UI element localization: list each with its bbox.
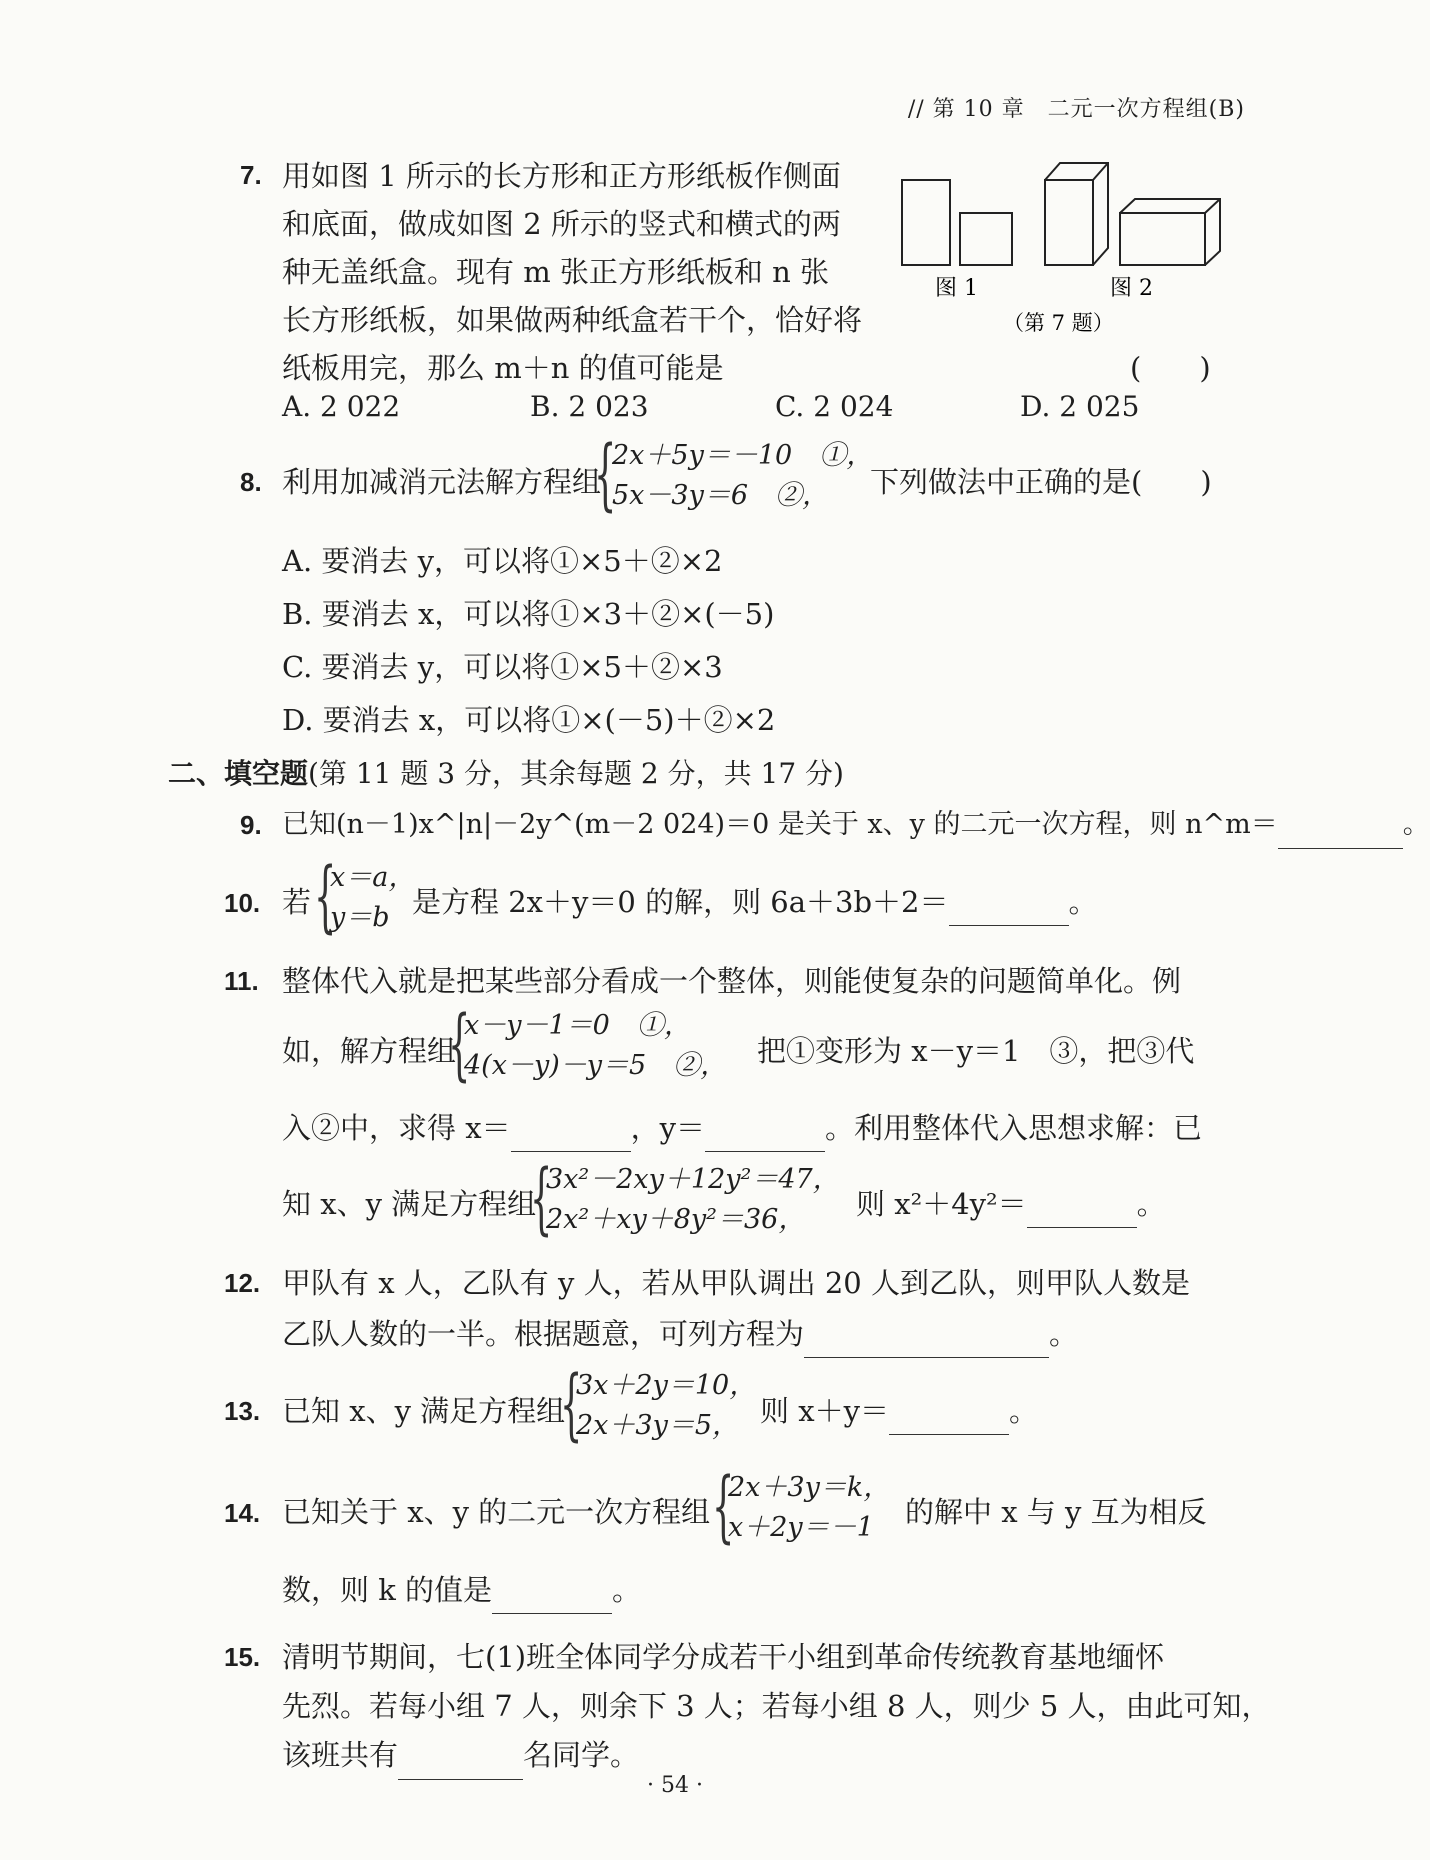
q11-tail2: 把①变形为 x－y＝1 ③，把③代: [757, 1034, 1195, 1068]
q11-line3a: 入②中，求得 x＝: [282, 1111, 511, 1145]
question-7-text: [282, 152, 862, 392]
q11-end: 。: [1136, 1187, 1166, 1221]
q10-tail: 是方程 2x＋y＝0 的解，则 6a＋3b＋2＝: [412, 885, 949, 919]
q10-end: 。: [1068, 885, 1098, 919]
q8-tail: 下列做法中正确的是( ): [870, 465, 1212, 499]
q13-tail: 则 x＋y＝: [760, 1394, 889, 1428]
brace: {: [448, 1000, 471, 1090]
q12-end: 。: [1049, 1317, 1079, 1351]
figure-caption: （第 7 题）: [1003, 311, 1114, 335]
q7-option-d: D. 2 025: [1020, 390, 1140, 423]
chapter-header: // 第 10 章 二元一次方程组(B): [907, 97, 1245, 122]
q7-line: 纸板用完，那么 m＋n 的值可能是: [282, 351, 724, 385]
q12-answer-blank[interactable]: [804, 1323, 1049, 1358]
brace: {: [560, 1360, 583, 1450]
q8-system: [612, 436, 873, 516]
q8-lead: 利用加减消元法解方程组: [282, 465, 602, 499]
q11-system-2: [546, 1160, 840, 1240]
q13-lead: 已知 x、y 满足方程组: [282, 1394, 566, 1428]
q14-line2: [282, 1566, 641, 1614]
q13-eq1: 3x＋2y＝10，: [576, 1370, 757, 1401]
q14-tail: 的解中 x 与 y 互为相反: [905, 1495, 1207, 1529]
q11-y-blank[interactable]: [705, 1117, 825, 1152]
q13-text: [760, 1387, 1038, 1435]
q9-end: 。: [1402, 809, 1430, 840]
q13-eq2: 2x＋3y＝5，: [576, 1410, 740, 1441]
q10-eq1: x＝a，: [330, 862, 416, 893]
q11-line3: [282, 1104, 1202, 1152]
q11-answer-blank[interactable]: [1027, 1193, 1137, 1228]
q8-eq1: 2x＋5y＝－10 ①，: [612, 440, 874, 471]
question-7-number: 7.: [240, 160, 262, 190]
q14-line2-text: 数，则 k 的值是: [282, 1573, 493, 1607]
q8-option-a: A. 要消去 y，可以将①×5＋②×2: [282, 544, 723, 578]
question-8-number: 8.: [240, 467, 262, 497]
question-14-number: 14.: [224, 1498, 261, 1528]
q7-line: 种无盖纸盒。现有 m 张正方形纸板和 n 张: [282, 255, 830, 289]
q11-eq3: 3x²－2xy＋12y²＝47，: [546, 1164, 840, 1195]
q7-line: 和底面，做成如图 2 所示的竖式和横式的两: [282, 207, 841, 241]
section-2-note: (第 11 题 3 分，其余每题 2 分，共 17 分): [308, 757, 844, 790]
q11-eq1: x－y－1＝0 ①，: [464, 1010, 691, 1041]
q7-option-a: A. 2 022: [282, 390, 401, 423]
q10-lead: 若: [282, 885, 312, 919]
q15-line1: 清明节期间，七(1)班全体同学分成若干小组到革命传统教育基地缅怀: [282, 1640, 1165, 1674]
q10-text: [412, 878, 1098, 926]
q8-option-c: C. 要消去 y，可以将①×5＋②×3: [282, 650, 723, 684]
q11-tail4: 则 x²＋4y²＝: [856, 1187, 1027, 1221]
q14-end: 。: [612, 1573, 642, 1607]
question-13-number: 13.: [224, 1396, 261, 1426]
brace: {: [530, 1154, 553, 1244]
q13-answer-blank[interactable]: [889, 1400, 1009, 1435]
q10-answer-blank[interactable]: [949, 891, 1069, 926]
q9-text: [282, 801, 1430, 849]
q11-lead4: 知 x、y 满足方程组: [282, 1187, 537, 1221]
q13-system: [576, 1366, 756, 1446]
q11-line1: 整体代入就是把某些部分看成一个整体，则能使复杂的问题简单化。例: [282, 964, 1182, 998]
question-12-number: 12.: [224, 1268, 261, 1298]
q10-eq2: y＝b: [330, 902, 390, 933]
q8-option-d: D. 要消去 x，可以将①×(－5)＋②×2: [282, 703, 776, 737]
question-10-number: 10.: [224, 888, 261, 918]
section-2-heading: [168, 752, 844, 792]
question-9-number: 9.: [240, 810, 262, 840]
q15-text: [282, 1633, 1271, 1780]
q11-eq4: 2x²＋xy＋8y²＝36，: [546, 1204, 806, 1235]
q11-x-blank[interactable]: [511, 1117, 631, 1152]
q14-lead: 已知关于 x、y 的二元一次方程组: [282, 1495, 711, 1529]
q11-line3c: 。利用整体代入思想求解：已: [824, 1111, 1202, 1145]
q15-line3b: 名同学。: [523, 1738, 640, 1772]
q8-eq2: 5x－3y＝6 ②，: [612, 480, 830, 511]
section-2-title: 二、填空题: [168, 757, 309, 790]
question-15-number: 15.: [224, 1642, 261, 1672]
rectangle-board: [902, 180, 950, 265]
q7-option-c: C. 2 024: [775, 390, 894, 423]
figure-2-label: 图 2: [1110, 276, 1153, 301]
q14-system: [728, 1468, 890, 1548]
q12-line2: [282, 1310, 1078, 1358]
box-figure: [895, 155, 1240, 340]
brace: {: [594, 430, 617, 520]
q9-body: 已知(n－1)x^|n|－2y^(m－2 024)＝0 是关于 x、y 的二元一次方程，则 n^m＝: [282, 809, 1278, 840]
q15-line3-text: 该班共有: [282, 1738, 399, 1772]
q11-line3b: ，y＝: [630, 1111, 705, 1145]
brace: {: [314, 852, 337, 942]
q9-answer-blank[interactable]: [1278, 814, 1403, 849]
vertical-box: [1045, 163, 1108, 265]
page-number: · 54 ·: [647, 1773, 703, 1798]
q11-eq2: 4(x－y)－y＝5 ②，: [464, 1050, 728, 1081]
q11-lead2: 如，解方程组: [282, 1034, 457, 1068]
square-board: [960, 213, 1012, 265]
q10-system: [330, 858, 415, 938]
q7-line: 用如图 1 所示的长方形和正方形纸板作侧面: [282, 159, 841, 193]
horizontal-box: [1120, 199, 1220, 265]
q12-line1: 甲队有 x 人，乙队有 y 人，若从甲队调出 20 人到乙队，则甲队人数是: [282, 1266, 1190, 1300]
q13-end: 。: [1008, 1394, 1038, 1428]
q7-line: 长方形纸板，如果做两种纸盒若干个，恰好将: [282, 303, 863, 337]
q8-options: [282, 535, 775, 747]
q15-line2: 先烈。若每小组 7 人，则余下 3 人；若每小组 8 人，则少 5 人，由此可知，: [282, 1689, 1271, 1723]
q14-answer-blank[interactable]: [492, 1579, 612, 1614]
question-11-number: 11.: [224, 966, 259, 996]
q11-system-1: [464, 1006, 727, 1086]
q8-option-b: B. 要消去 x，可以将①×3＋②×(－5): [282, 597, 775, 631]
q7-answer-paren: ( ): [1130, 351, 1211, 385]
q14-eq1: 2x＋3y＝k，: [728, 1472, 891, 1503]
q12-line2-text: 乙队人数的一半。根据题意，可列方程为: [282, 1317, 805, 1351]
q11-text4: [856, 1180, 1166, 1228]
brace: {: [712, 1462, 735, 1552]
q7-option-b: B. 2 023: [530, 390, 649, 423]
figure-1-label: 图 1: [935, 276, 978, 301]
q14-eq2: x＋2y＝－1: [728, 1512, 874, 1543]
